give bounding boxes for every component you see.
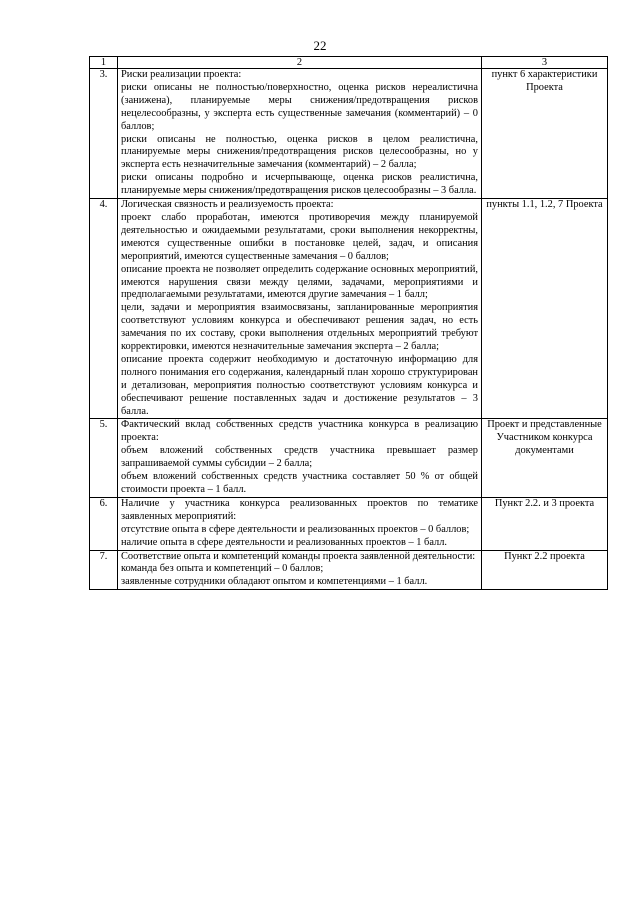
criterion-source: Пункт 2.2 проекта [482, 550, 608, 590]
criterion-description [118, 69, 482, 199]
criterion-title: Наличие у участника конкурса реализованных проектов по тематике заявленных мероприятий: [121, 497, 478, 522]
criterion-option: риски описаны не полностью/поверхностно, оценка рисков нереалистична (занижена), планируемые меры снижения/предотвращения рисков нецелесообразны, у эксперта есть существенные замечания (комментарий) – 0 баллов; [121, 81, 478, 132]
criterion-title: Фактический вклад собственных средств участника конкурса в реализацию проекта: [121, 419, 478, 444]
criterion-option: описание проекта не позволяет определить содержание основных мероприятий, имеются нарушения связи между целями, задачами, мероприятиями и предполагаемыми результатами, имеются другие замечания – 1 балл; [121, 263, 478, 301]
criterion-description [118, 497, 482, 550]
row-number: 3. [90, 69, 118, 199]
criterion-description [118, 550, 482, 590]
table-header-row [90, 57, 608, 69]
criterion-title: Соответствие опыта и компетенций команды проекта заявленной деятельности: [121, 550, 476, 562]
criterion-option: риски описаны не полностью, оценка рисков в целом реалистична, планируемые меры снижения/предотвращения рисков целесообразны, но у эксперта есть незначительные замечания (комментарий) – 2 балла; [121, 133, 478, 171]
criterion-option: команда без опыта и компетенций – 0 баллов; [121, 563, 324, 575]
criterion-option: наличие опыта в сфере деятельности и реализованных проектов – 1 балл. [121, 536, 447, 548]
table-row [90, 419, 608, 497]
row-number: 5. [90, 419, 118, 497]
criterion-option: цели, задачи и мероприятия взаимосвязаны, запланированные мероприятия соответствуют условиям конкурса и обеспечивают решения задач, но есть замечания по их составу, сроки выполнения отдельных мероприятий требуют корректировки, имеются незначительные замечания эксперта – 2 балла; [121, 302, 478, 353]
criterion-source: Проект и представленные Участником конкурса документами [482, 419, 608, 497]
table-row [90, 199, 608, 419]
criterion-option: отсутствие опыта в сфере деятельности и реализованных проектов – 0 баллов; [121, 523, 470, 535]
table-row [90, 69, 608, 199]
criterion-description [118, 199, 482, 419]
criterion-description [118, 419, 482, 497]
criterion-option: объем вложений собственных средств участника составляет 50 % от общей стоимости проекта – 1 балл. [121, 471, 478, 495]
criterion-option: проект слабо проработан, имеются противоречия между планируемой деятельностью и ожидаемыми результатами, сроки выполнения некорректны, имеются существенные ошибки в постановке целей, задач, и описания мероприятий, имеются существенные замечания – 0 баллов; [121, 211, 478, 262]
criteria-table [89, 56, 608, 590]
row-number: 7. [90, 550, 118, 590]
page-number: 22 [313, 38, 327, 53]
table-row [90, 550, 608, 590]
criterion-option: объем вложений собственных средств участника превышает размер запрашиваемой суммы субсидии – 2 балла; [121, 445, 478, 470]
header-cell-2: 2 [118, 57, 482, 69]
criterion-source: пункты 1.1, 1.2, 7 Проекта [482, 199, 608, 419]
header-cell-1: 1 [90, 57, 118, 69]
criterion-title: Риски реализации проекта: [121, 69, 242, 80]
criterion-option: риски описаны подробно и исчерпывающе, оценка рисков реалистична, планируемые меры снижения/предотвращения рисков целесообразны – 3 балла. [121, 172, 478, 197]
criterion-source: пункт 6 характеристики Проекта [482, 69, 608, 199]
row-number: 6. [90, 497, 118, 550]
criterion-title: Логическая связность и реализуемость проекта: [121, 199, 334, 211]
header-cell-3: 3 [482, 57, 608, 69]
criterion-option: описание проекта содержит необходимую и достаточную информацию для полного понимания его содержания, календарный план хорошо структурирован и детализован, мероприятия полностью соответствуют условиям конкурса и обеспечивают решение поставленных задач и достижение результатов – 3 балла. [121, 353, 478, 417]
row-number: 4. [90, 199, 118, 419]
table-row [90, 497, 608, 550]
criterion-source: Пункт 2.2. и 3 проекта [482, 497, 608, 550]
criterion-option: заявленные сотрудники обладают опытом и компетенциями – 1 балл. [121, 576, 428, 588]
